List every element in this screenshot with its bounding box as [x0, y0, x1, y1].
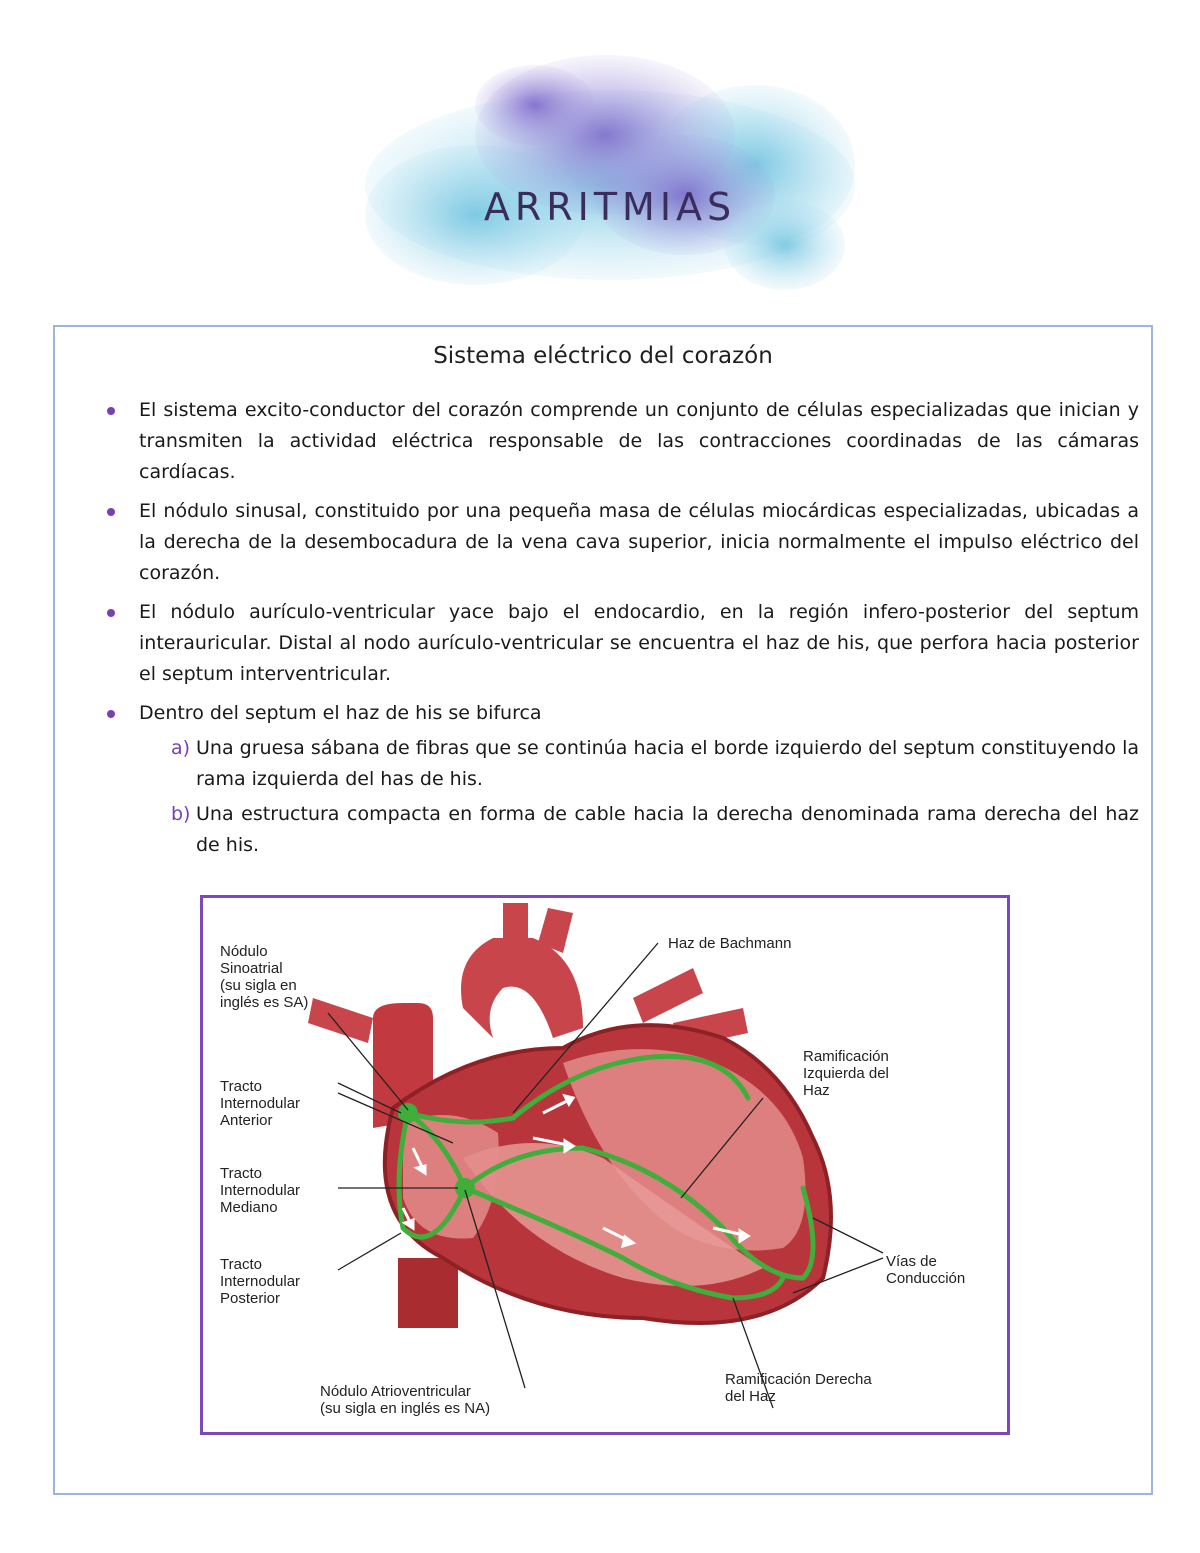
posterior-tract-label: Tracto Internodular Posterior — [220, 1256, 301, 1307]
sub-list-item: b) Una estructura compacta en forma de cable hacia la derecha denominada rama derecha del haz de his. — [139, 799, 1139, 861]
left-branch-label: Ramificación Izquierda del Haz — [803, 1048, 889, 1099]
bullet-list — [107, 395, 1139, 869]
heart-illustration — [203, 898, 1007, 1432]
sub-marker: a) — [171, 737, 191, 759]
bullet-icon — [107, 508, 115, 516]
content-card — [53, 325, 1153, 1495]
right-branch-label: Ramificación Derecha del Haz — [725, 1371, 872, 1405]
list-item: El nódulo sinusal, constituido por una pequeña masa de células miocárdicas especializadas, ubicadas a la derecha de la desembocadura de la vena cava superior, inicia normalmente el impulso eléctrico del corazón. — [107, 496, 1139, 589]
sub-list-item: a) Una gruesa sábana de fibras que se continúa hacia el borde izquierdo del septum constituyendo la rama izquierda del has de his. — [139, 733, 1139, 795]
sa-node-label: Nódulo Sinoatrial (su sigla en inglés es SA) — [220, 943, 309, 1011]
bullet-icon — [107, 710, 115, 718]
page-title: ARRITMIAS — [483, 185, 737, 229]
sub-marker: b) — [171, 803, 191, 825]
list-item: El nódulo aurículo-ventricular yace bajo el endocardio, en la región infero-posterior del septum interauricular. Distal al nodo aurículo-ventricular se encuentra el haz de his, que perfora hacia posterior el septum interventricular. — [107, 597, 1139, 690]
bullet-icon — [107, 407, 115, 415]
av-node-label: Nódulo Atrioventricular (su sigla en inglés es NA) — [320, 1383, 491, 1417]
median-tract-label: Tracto Internodular Mediano — [220, 1165, 301, 1216]
list-item: Dentro del septum el haz de his se bifurca a) Una gruesa sábana de fibras que se continúa hacia el borde izquierdo del septum constituyendo la rama izquierda del has de his. b) Una estructura compacta en forma de cable hacia la derecha denominada rama derecha del haz de his. — [107, 698, 1139, 861]
list-item: El sistema excito-conductor del corazón comprende un conjunto de células especializadas que inician y transmiten la actividad eléctrica responsable de las contracciones coordinadas de las cámaras cardíacas. — [107, 395, 1139, 488]
bachmann-label: Haz de Bachmann — [668, 935, 792, 952]
section-title: Sistema eléctrico del corazón — [433, 343, 773, 369]
anterior-tract-label: Tracto Internodular Anterior — [220, 1078, 301, 1129]
watercolor-background — [355, 45, 865, 305]
title-banner — [355, 45, 865, 305]
heart-conduction-diagram — [200, 895, 1010, 1435]
bullet-icon — [107, 609, 115, 617]
conduction-pathways-label: Vías de Conducción — [886, 1253, 966, 1287]
